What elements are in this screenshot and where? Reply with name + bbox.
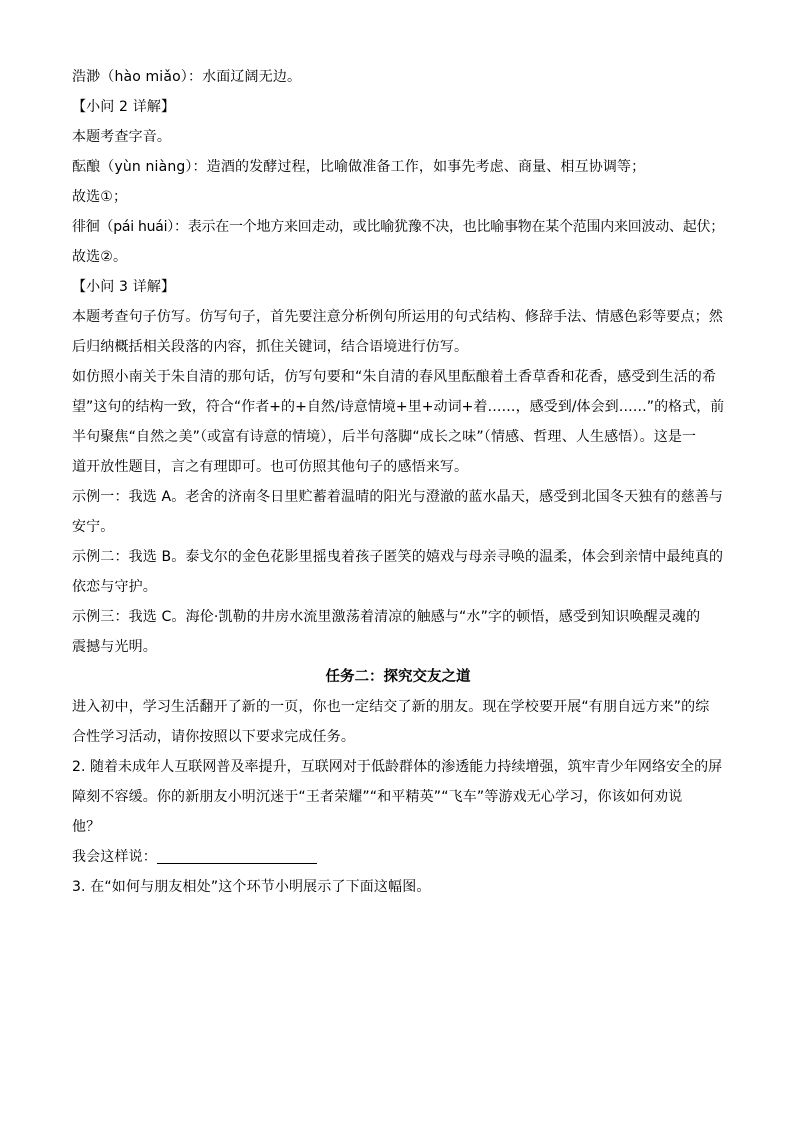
text-line: 道开放性题目，言之有理即可。也可仿照其他句子的感悟来写。 <box>72 459 469 475</box>
document-content <box>72 62 724 902</box>
answer-prompt: 我会这样说： <box>72 849 157 865</box>
text-line: 本题考查句子仿写。仿写句子，首先要注意分析例句所运用的句式结构、修辞手法、情感色彩等要点；然 <box>72 309 723 325</box>
text-line: 故选①； <box>72 189 128 205</box>
task-line: 合性学习活动，请你按照以下要求完成任务。 <box>72 729 355 745</box>
question-line: 障刻不容缓。你的新朋友小明沉迷于“王者荣耀”“和平精英”“飞车”等游戏无心学习，你该如何劝说 <box>72 789 683 805</box>
text-line: 后归纳概括相关段落的内容，抓住关键词，结合语境进行仿写。 <box>72 339 469 355</box>
section-title: 任务二：探究交友之道 <box>325 669 471 685</box>
text-line: 本题考查字音。 <box>72 129 172 145</box>
text-line: 酝酿（yùn niàng）：造酒的发酵过程，比喻做准备工作，如事先考虑、商量、相互协调等； <box>72 159 646 175</box>
text-line: 浩渺（hào miǎo）：水面辽阔无边。 <box>72 69 302 85</box>
text-line: 故选②。 <box>72 249 128 265</box>
question-line: 3. 在“如何与朋友相处”这个环节小明展示了下面这幅图。 <box>72 879 431 895</box>
task-line: 进入初中，学习生活翻开了新的一页，你也一定结交了新的朋友。现在学校要开展“有朋自远方来”的综 <box>72 699 710 715</box>
subquestion-heading: 【小问 3 详解】 <box>72 279 176 295</box>
answer-line <box>72 842 724 872</box>
text-line: 如仿照小南关于朱自清的那句话，仿写句要和“朱自清的春风里酝酿着土香草香和花香，感受到生活的希 <box>72 369 717 385</box>
answer-blank[interactable] <box>157 847 317 864</box>
question-line: 他？ <box>72 819 101 835</box>
example-line: 示例一：我选 A。老舍的济南冬日里贮蓄着温晴的阳光与澄澈的蓝水晶天，感受到北国冬天独有的慈善与 <box>72 489 724 505</box>
text-line: 徘徊（pái huái）：表示在一个地方来回走动，或比喻犹豫不决，也比喻事物在某个范围内来回波动、起伏； <box>72 219 725 235</box>
text-line: 望”这句的结构一致，符合“作者+的+自然/诗意情境+里+动词+着……，感受到/体会到……”的格式，前 <box>72 399 725 415</box>
example-line: 安宁。 <box>72 519 115 535</box>
example-line: 依恋与守护。 <box>72 579 157 595</box>
example-line: 震撼与光明。 <box>72 639 157 655</box>
text-line: 半句聚焦“自然之美”（或富有诗意的情境），后半句落脚“成长之味”（情感、哲理、人生感悟）。这是一 <box>72 429 697 445</box>
subquestion-heading: 【小问 2 详解】 <box>72 99 176 115</box>
example-line: 示例三：我选 C。海伦·凯勒的井房水流里激荡着清凉的触感与“水”字的顿悟，感受到知识唤醒灵魂的 <box>72 609 701 625</box>
example-line: 示例二：我选 B。泰戈尔的金色花影里摇曳着孩子匿笑的嬉戏与母亲寻唤的温柔，体会到亲情中最纯真的 <box>72 549 724 565</box>
question-line: 2. 随着未成年人互联网普及率提升，互联网对于低龄群体的渗透能力持续增强，筑牢青少年网络安全的屏 <box>72 759 723 775</box>
